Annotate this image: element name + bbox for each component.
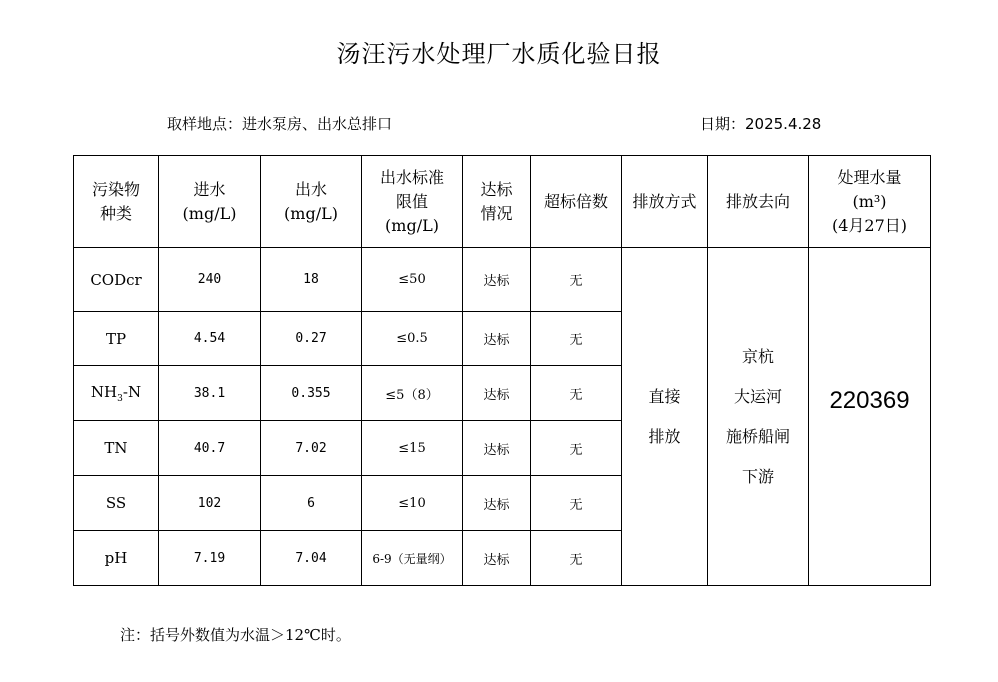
influent-value: 102 — [159, 476, 261, 531]
header-volume-line3: (4月27日) — [831, 215, 908, 235]
header-discharge-method: 排放方式 — [622, 156, 708, 248]
pollutant-name-tail: -N — [122, 382, 142, 401]
exceed-multiple: 无 — [531, 366, 622, 421]
table-row-codcr — [74, 248, 931, 312]
water-quality-table — [73, 155, 931, 586]
exceed-multiple: 无 — [531, 248, 622, 312]
destination-line-3: 施桥船闸 — [725, 426, 790, 446]
report-title: 汤汪污水处理厂水质化验日报 — [336, 40, 662, 68]
sampling-location: 取样地点：进水泵房、出水总排口 — [167, 115, 393, 133]
discharge-method-line1: 直接 — [648, 386, 681, 406]
compliance-status: 达标 — [463, 248, 531, 312]
header-limit-line3: (mg/L) — [385, 215, 439, 235]
discharge-destination-cell — [708, 248, 809, 586]
exceed-multiple: 无 — [531, 312, 622, 366]
compliance-status: 达标 — [463, 312, 531, 366]
limit-value: ≤50 — [362, 248, 463, 312]
effluent-value: 0.355 — [261, 366, 362, 421]
pollutant-name: pH — [74, 531, 159, 586]
header-compliance — [463, 156, 531, 248]
pollutant-name — [74, 366, 159, 421]
limit-value: 6-9（无量纲） — [362, 531, 463, 586]
exceed-multiple: 无 — [531, 421, 622, 476]
destination-line-4: 下游 — [741, 466, 774, 486]
compliance-status: 达标 — [463, 476, 531, 531]
exceed-multiple: 无 — [531, 476, 622, 531]
effluent-value: 18 — [261, 248, 362, 312]
compliance-status: 达标 — [463, 366, 531, 421]
compliance-status: 达标 — [463, 421, 531, 476]
treated-volume-value — [809, 248, 931, 586]
header-limit-line1: 出水标准 — [379, 167, 444, 187]
pollutant-name: SS — [74, 476, 159, 531]
header-effluent-line2: (mg/L) — [284, 203, 338, 223]
influent-value: 7.19 — [159, 531, 261, 586]
effluent-value: 7.04 — [261, 531, 362, 586]
header-influent — [159, 156, 261, 248]
header-volume-line2: (m³) — [852, 191, 887, 211]
header-discharge-destination: 排放去向 — [708, 156, 809, 248]
influent-value: 4.54 — [159, 312, 261, 366]
report-date: 日期：2025.4.28 — [700, 115, 822, 133]
footnote: 注：括号外数值为水温＞12℃时。 — [120, 626, 351, 644]
discharge-method-cell — [622, 248, 708, 586]
header-exceed-multiple: 超标倍数 — [531, 156, 622, 248]
limit-value: ≤5（8） — [362, 366, 463, 421]
header-row — [74, 156, 931, 248]
header-compliance-line1: 达标 — [480, 179, 513, 199]
influent-value: 40.7 — [159, 421, 261, 476]
pollutant-name: CODcr — [74, 248, 159, 312]
header-pollutant-line1: 污染物 — [91, 179, 140, 199]
pollutant-name: TN — [74, 421, 159, 476]
influent-value: 38.1 — [159, 366, 261, 421]
limit-value: ≤15 — [362, 421, 463, 476]
pollutant-name-main: NH — [90, 382, 118, 401]
header-volume-line1: 处理水量 — [837, 167, 902, 187]
pollutant-name-subscript: 3 — [117, 393, 123, 404]
header-influent-line1: 进水 — [193, 179, 226, 199]
influent-value: 240 — [159, 248, 261, 312]
compliance-status: 达标 — [463, 531, 531, 586]
pollutant-name: TP — [74, 312, 159, 366]
limit-value: ≤10 — [362, 476, 463, 531]
header-compliance-line2: 情况 — [480, 203, 513, 223]
limit-value: ≤0.5 — [362, 312, 463, 366]
effluent-value: 0.27 — [261, 312, 362, 366]
destination-line-1: 京杭 — [741, 346, 774, 366]
destination-line-2: 大运河 — [733, 386, 782, 406]
discharge-method-line2: 排放 — [648, 426, 681, 446]
effluent-value: 7.02 — [261, 421, 362, 476]
header-effluent-line1: 出水 — [294, 179, 327, 199]
header-limit — [362, 156, 463, 248]
header-influent-line2: (mg/L) — [182, 203, 237, 223]
treated-volume-number: 220369 — [829, 386, 910, 414]
header-pollutant — [74, 156, 159, 248]
header-limit-line2: 限值 — [395, 191, 428, 211]
header-treated-volume — [809, 156, 931, 248]
exceed-multiple: 无 — [531, 531, 622, 586]
header-effluent — [261, 156, 362, 248]
header-pollutant-line2: 种类 — [99, 203, 132, 223]
effluent-value: 6 — [261, 476, 362, 531]
